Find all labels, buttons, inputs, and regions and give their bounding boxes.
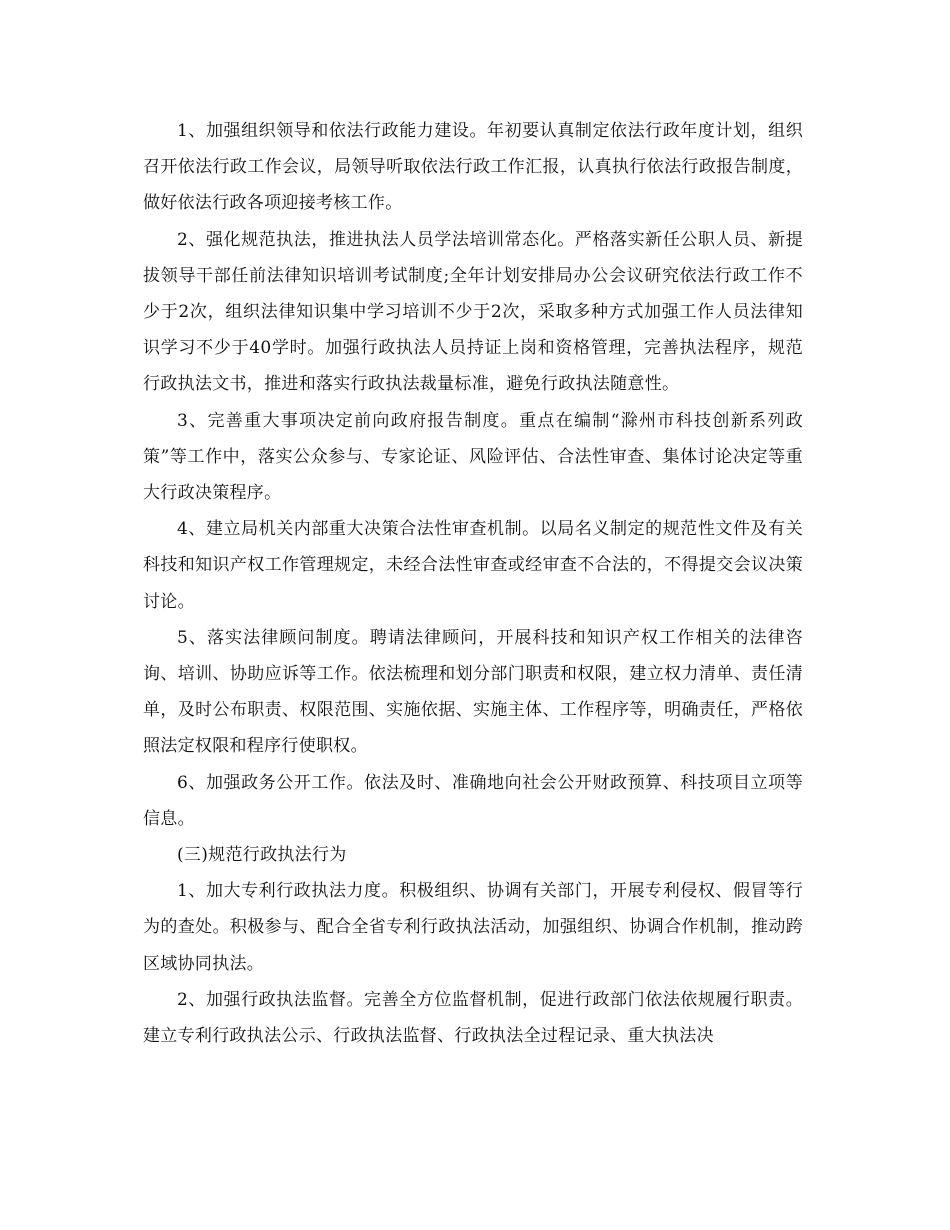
paragraph-4: 4、建立局机关内部重大决策合法性审查机制。以局名义制定的规范性文件及有关科技和知识产权工作管理规定，未经合法性审查或经审查不合法的，不得提交会议决策讨论。 xyxy=(143,519,803,612)
document-body xyxy=(143,113,803,1054)
section-heading: (三)规范行政执法行为 xyxy=(177,845,347,866)
paragraph-7: 1、加大专利行政执法力度。积极组织、协调有关部门，开展专利侵权、假冒等行为的查处。积极参与、配合全省专利行政执法活动，加强组织、协调合作机制，推动跨区域协同执法。 xyxy=(143,881,803,974)
paragraph-2: 2、强化规范执法，推进执法人员学法培训常态化。严格落实新任公职人员、新提拔领导干部任前法律知识培训考试制度;全年计划安排局办公会议研究依法行政工作不少于2次，组织法律知识集中学习培训不少于2次，采取多种方式加强工作人员法律知识学习不少于40学时。加强行政执法人员持证上岗和资格管理，完善执法程序，规范行政执法文书，推进和落实行政执法裁量标准，避免行政执法随意性。 xyxy=(143,229,803,395)
paragraph-3: 3、完善重大事项决定前向政府报告制度。重点在编制“滁州市科技创新系列政策”等工作中，落实公众参与、专家论证、风险评估、合法性审查、集体讨论决定等重大行政决策程序。 xyxy=(143,410,803,504)
paragraph-5: 5、落实法律顾问制度。聘请法律顾问，开展科技和知识产权工作相关的法律咨询、培训、协助应诉等工作。依法梳理和划分部门职责和权限，建立权力清单、责任清单，及时公布职责、权限范围、实施依据、实施主体、工作程序等，明确责任，严格依照法定权限和程序行使职权。 xyxy=(143,627,803,757)
paragraph-1: 1、加强组织领导和依法行政能力建设。年初要认真制定依法行政年度计划，组织召开依法行政工作会议，局领导听取依法行政工作汇报，认真执行依法行政报告制度，做好依法行政各项迎接考核工作。 xyxy=(143,121,803,214)
paragraph-8: 2、加强行政执法监督。完善全方位监督机制，促进行政部门依法依规履行职责。建立专利行政执法公示、行政执法监督、行政执法全过程记录、重大执法决 xyxy=(143,989,803,1047)
paragraph-6: 6、加强政务公开工作。依法及时、准确地向社会公开财政预算、科技项目立项等信息。 xyxy=(143,772,803,829)
